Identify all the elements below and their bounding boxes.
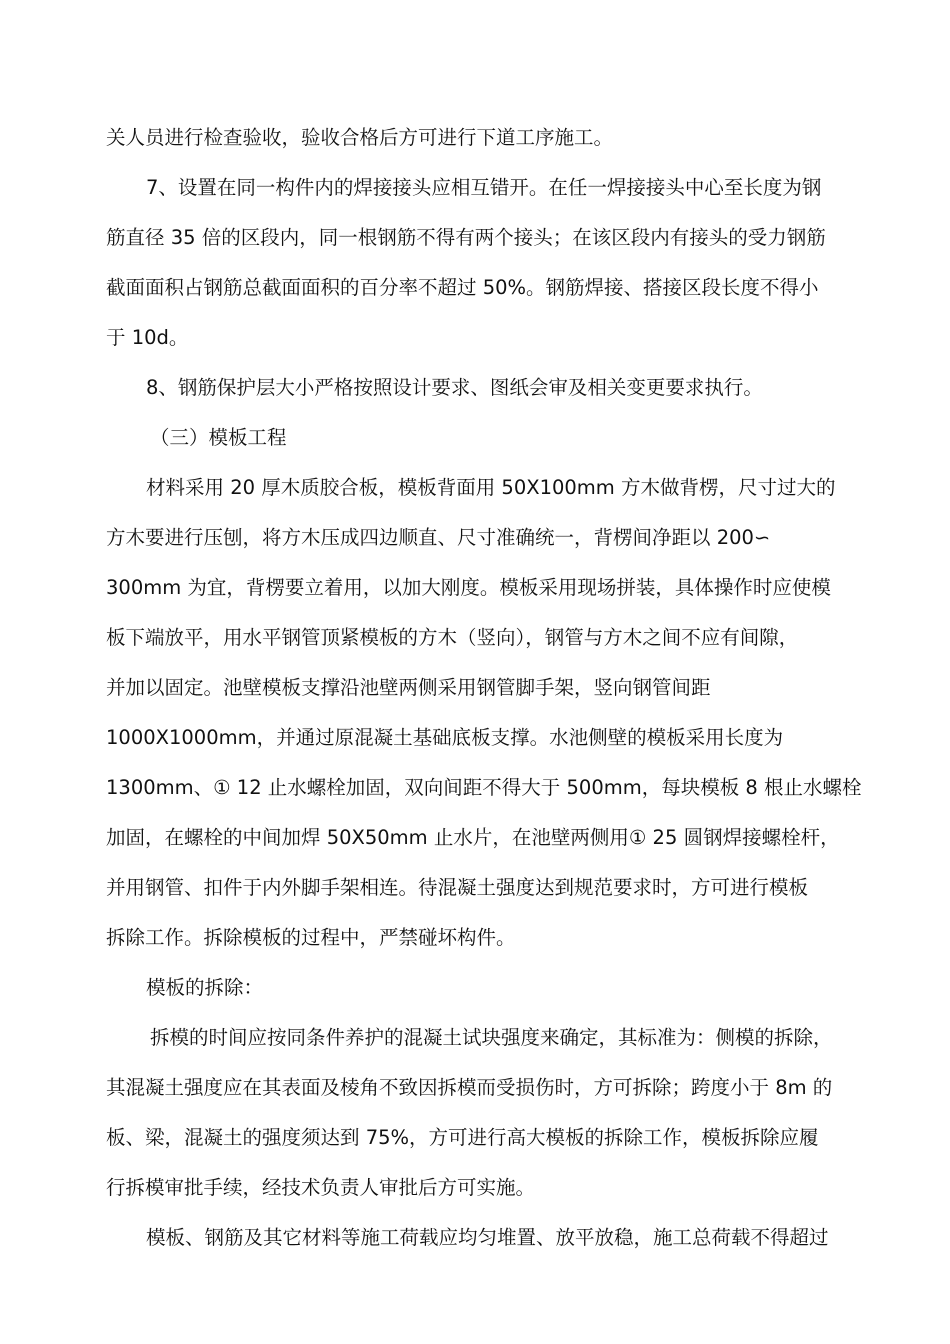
- text-line: 拆除工作。拆除模板的过程中，严禁碰坏构件。: [106, 926, 516, 949]
- text-line: 并用钢管、扣件于内外脚手架相连。待混凝土强度达到规范要求时，方可进行模板: [106, 876, 809, 899]
- text-line: 拆模的时间应按同条件养护的混凝土试块强度来确定，其标准为：侧模的拆除，: [150, 1026, 833, 1049]
- text-line: 并加以固定。池壁模板支撑沿池壁两侧采用钢管脚手架，竖向钢管间距: [106, 676, 711, 699]
- text-line: 板、梁，混凝土的强度须达到 75%，方可进行高大模板的拆除工作，模板拆除应履: [106, 1126, 819, 1149]
- text-line: 关人员进行检查验收，验收合格后方可进行下道工序施工。: [106, 126, 614, 149]
- section-heading: （三）模板工程: [150, 426, 287, 449]
- text-line: 于 10d。: [106, 326, 189, 349]
- text-line: 1000X1000mm，并通过原混凝土基础底板支撑。水池侧壁的模板采用长度为: [106, 726, 784, 749]
- subsection-heading: 模板的拆除：: [146, 976, 264, 999]
- text-line: 模板、钢筋及其它材料等施工荷载应均匀堆置、放平放稳，施工总荷载不得超过: [146, 1226, 829, 1249]
- text-line: 方木要进行压刨，将方木压成四边顺直、尺寸准确统一，背楞间净距以 200∽: [106, 526, 771, 549]
- text-line: 300mm 为宜，背楞要立着用，以加大刚度。模板采用现场拼装，具体操作时应使模: [106, 576, 831, 599]
- text-line: 其混凝土强度应在其表面及棱角不致因拆模而受损伤时，方可拆除；跨度小于 8m 的: [106, 1076, 833, 1099]
- text-line: 筋直径 35 倍的区段内，同一根钢筋不得有两个接头；在该区段内有接头的受力钢筋: [106, 226, 826, 249]
- text-line: 行拆模审批手续，经技术负责人审批后方可实施。: [106, 1176, 536, 1199]
- text-line: 7、设置在同一构件内的焊接接头应相互错开。在任一焊接接头中心至长度为钢: [146, 176, 822, 199]
- text-line: 板下端放平，用水平钢管顶紧模板的方木（竖向），钢管与方木之间不应有间隙，: [106, 626, 799, 649]
- text-line: 材料采用 20 厚木质胶合板，模板背面用 50X100mm 方木做背楞，尺寸过大的: [146, 476, 836, 499]
- text-line: 8、钢筋保护层大小严格按照设计要求、图纸会审及相关变更要求执行。: [146, 376, 763, 399]
- text-line: 截面面积占钢筋总截面面积的百分率不超过 50%。钢筋焊接、搭接区段长度不得小: [106, 276, 819, 299]
- text-line: 加固，在螺栓的中间加焊 50X50mm 止水片，在池壁两侧用① 25 圆钢焊接螺栓杆，: [106, 826, 840, 849]
- text-line: 1300mm、① 12 止水螺栓加固，双向间距不得大于 500mm，每块模板 8 根止水螺栓: [106, 776, 862, 799]
